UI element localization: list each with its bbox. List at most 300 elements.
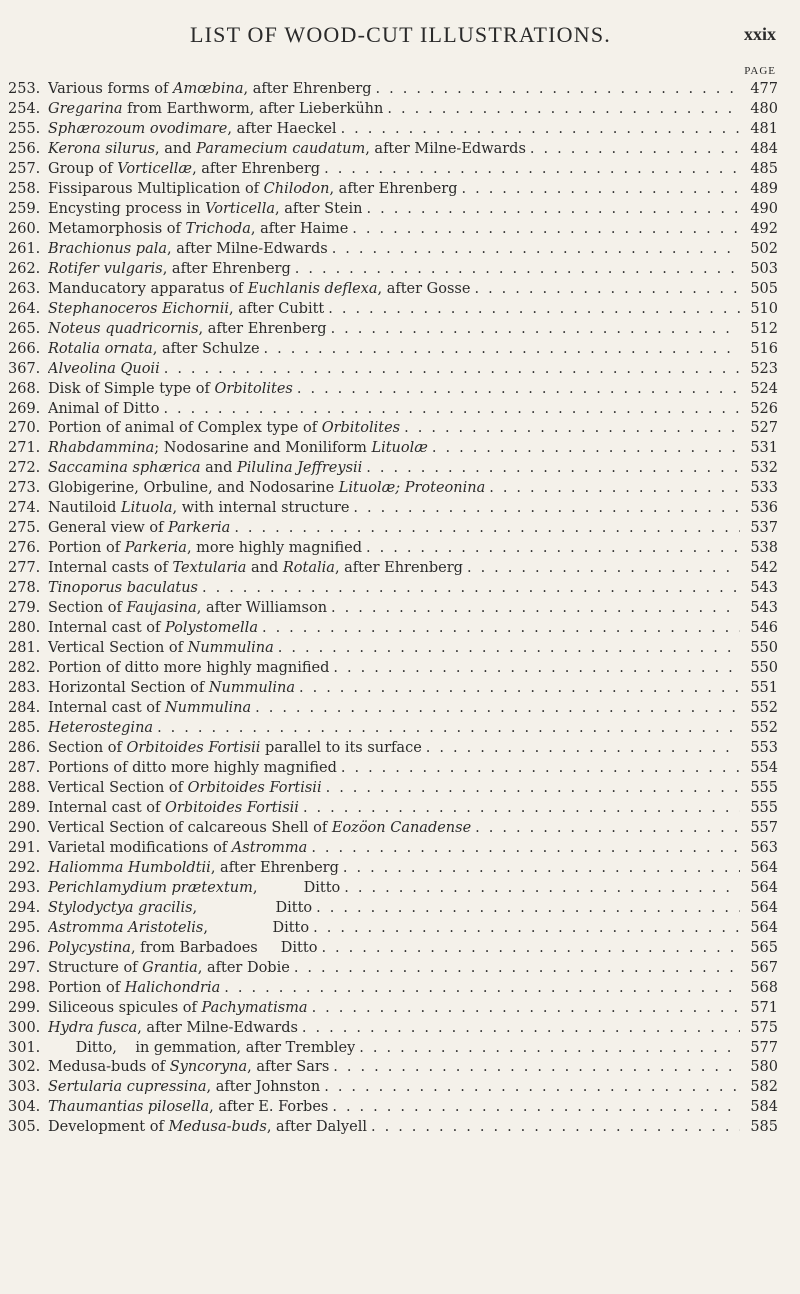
dot-leader — [234, 519, 740, 539]
list-item — [8, 759, 778, 779]
entry-title-italic: Faujasina — [126, 600, 197, 617]
entry-number: 256. — [8, 140, 41, 157]
list-item — [8, 220, 778, 240]
dot-leader — [324, 1078, 740, 1098]
dot-leader — [341, 759, 740, 779]
dot-leader — [311, 839, 740, 859]
dot-leader — [461, 180, 740, 200]
list-item — [8, 979, 778, 999]
entry-page: 575 — [750, 1019, 778, 1036]
entry-title — [48, 280, 470, 300]
dot-leader — [264, 340, 740, 360]
entry-title-text: Disk of Simple type of — [48, 380, 215, 397]
entry-number: 271. — [8, 440, 41, 457]
dot-leader — [297, 380, 740, 400]
entry-title-text: , after Dalyell — [266, 1119, 367, 1136]
entry-title-italic: Orbitoides Fortisii — [164, 799, 299, 816]
dot-leader — [404, 419, 740, 439]
entry-page: 526 — [750, 400, 778, 417]
entry-title-italic: Haliomma Humboldtii — [48, 859, 211, 876]
list-item — [8, 1039, 778, 1059]
entry-number: 258. — [8, 180, 41, 197]
entry-title — [48, 220, 348, 240]
list-item — [8, 280, 778, 300]
dot-leader — [489, 479, 740, 499]
entry-number: 299. — [8, 999, 41, 1016]
entry-title — [48, 380, 293, 400]
entry-title — [48, 599, 327, 619]
entry-title-italic: Trichoda — [185, 220, 251, 237]
entry-title — [48, 1118, 367, 1138]
dot-leader — [164, 360, 740, 380]
dot-leader — [366, 459, 740, 479]
list-item — [8, 939, 778, 959]
entry-title — [48, 360, 160, 380]
entry-page: 571 — [750, 999, 778, 1016]
entry-page: 551 — [750, 680, 778, 697]
list-item — [8, 899, 778, 919]
entry-number: 257. — [8, 160, 41, 177]
entry-number: 305. — [8, 1119, 41, 1136]
entry-title — [48, 1019, 298, 1039]
entry-title-italic: Saccamina sphærica — [48, 460, 201, 477]
entry-number: 272. — [8, 460, 41, 477]
list-item — [8, 100, 778, 120]
entry-title — [48, 719, 153, 739]
list-item — [8, 639, 778, 659]
dot-leader — [359, 1039, 740, 1059]
entry-title-text: Medusa-buds of — [48, 1059, 170, 1076]
dot-leader — [224, 979, 740, 999]
entry-title-italic: Nummulina — [164, 700, 252, 717]
list-item — [8, 380, 778, 400]
entry-page: 527 — [750, 420, 778, 437]
entry-number: 290. — [8, 819, 41, 836]
entry-title-italic: Grantia — [142, 959, 198, 976]
entry-title — [48, 1058, 329, 1078]
entry-page: 502 — [750, 240, 778, 257]
entry-title-italic: Vorticella — [205, 200, 275, 217]
dot-leader — [467, 559, 740, 579]
dot-leader — [163, 400, 740, 420]
list-item — [8, 539, 778, 559]
list-item — [8, 80, 778, 100]
entry-title-italic: Lituolæ — [371, 440, 428, 457]
entry-title-text: Encysting process in — [48, 200, 206, 217]
entry-title-italic: Nummulina — [187, 640, 274, 657]
entry-page: 533 — [750, 480, 778, 497]
entry-title-text: Horizontal Section of — [48, 680, 209, 697]
entry-page: 552 — [750, 700, 778, 717]
entry-title — [48, 939, 317, 959]
entry-number: 291. — [8, 839, 41, 856]
entry-title-italic: Sertularia cupressina — [48, 1079, 207, 1096]
entry-number: 367. — [8, 360, 41, 377]
entry-title — [48, 799, 299, 819]
dot-leader — [333, 1058, 740, 1078]
dot-leader — [426, 739, 740, 759]
entry-title-italic: Rotifer vulgaris — [48, 260, 163, 277]
entry-page: 546 — [750, 620, 778, 637]
entry-number: 259. — [8, 200, 41, 217]
list-item — [8, 360, 778, 380]
list-item — [8, 519, 778, 539]
entry-title-text: , more highly magnified — [186, 540, 362, 557]
entry-title — [48, 519, 230, 539]
entry-title-italic: Halichondria — [124, 979, 221, 996]
entry-title — [48, 1078, 320, 1098]
entry-number: 295. — [8, 919, 41, 936]
entry-number: 275. — [8, 520, 41, 537]
entry-title-text: , after Ehrenberg — [334, 560, 463, 577]
entry-number: 292. — [8, 859, 41, 876]
entry-page: 568 — [750, 979, 778, 996]
entry-title-text: Metamorphosis of — [48, 220, 186, 237]
entry-title-text: , Ditto — [203, 919, 310, 936]
entry-title-text: Ditto, in gemmation, after Trembley — [48, 1039, 356, 1056]
entry-number: 262. — [8, 260, 41, 277]
entry-title-text: and — [246, 560, 283, 577]
entry-title-text: Siliceous spicules of — [48, 999, 202, 1016]
entry-title-text: Internal cast of — [48, 700, 165, 717]
dot-leader — [299, 679, 740, 699]
list-item — [8, 479, 778, 499]
entry-title-text: Internal casts of — [48, 560, 173, 577]
dot-leader — [331, 320, 740, 340]
entry-number: 261. — [8, 240, 41, 257]
dot-leader — [333, 659, 740, 679]
entry-title-text: Internal cast of — [48, 620, 165, 637]
entry-title-italic: Rhabdammina — [48, 440, 155, 457]
entry-number: 264. — [8, 300, 41, 317]
entry-page: 512 — [750, 320, 778, 337]
entry-title-text: , after Ehrenberg — [210, 859, 339, 876]
dot-leader — [278, 639, 740, 659]
entry-page: 582 — [750, 1079, 778, 1096]
entry-page: 480 — [750, 100, 778, 117]
list-item — [8, 180, 778, 200]
dot-leader — [324, 160, 740, 180]
entry-title — [48, 499, 349, 519]
entry-title — [48, 200, 362, 220]
entry-title-text: Section of — [48, 739, 127, 756]
dot-leader — [328, 300, 740, 320]
entry-title-italic: Astromma Aristotelis — [48, 919, 204, 936]
entry-title — [48, 100, 383, 120]
entry-title-text: , after Dobie — [197, 959, 290, 976]
entry-title-text: , after Schulze — [152, 340, 260, 357]
entry-title — [48, 919, 309, 939]
entry-title-text: Portion of animal of Complex type of — [48, 420, 322, 437]
entry-number: 276. — [8, 540, 41, 557]
dot-leader — [255, 699, 740, 719]
entry-title-italic: Alveolina Quoii — [48, 360, 160, 377]
entry-title — [48, 559, 463, 579]
entry-title-text: General view of — [48, 520, 169, 537]
entry-page: 555 — [750, 779, 778, 796]
entry-title — [48, 439, 428, 459]
entry-number: 263. — [8, 280, 41, 297]
entry-number: 269. — [8, 400, 41, 417]
list-item — [8, 959, 778, 979]
entry-page: 503 — [750, 260, 778, 277]
entry-title-text: , from Barbadoes Ditto — [130, 939, 318, 956]
entry-title-italic: Vorticellæ — [117, 160, 193, 177]
list-item — [8, 859, 778, 879]
entry-page: 543 — [750, 580, 778, 597]
dot-leader — [343, 859, 740, 879]
entry-title — [48, 839, 307, 859]
dot-leader — [475, 819, 740, 839]
dot-leader — [331, 599, 740, 619]
entry-number: 296. — [8, 939, 41, 956]
entry-page: 485 — [750, 160, 778, 177]
entry-title — [48, 240, 328, 260]
dot-leader — [366, 200, 740, 220]
entry-title-text: Animal of Ditto — [48, 400, 160, 417]
list-item — [8, 779, 778, 799]
entry-title-italic: Chilodon — [263, 180, 330, 197]
entry-page: 585 — [750, 1119, 778, 1136]
list-item — [8, 599, 778, 619]
entry-number: 298. — [8, 979, 41, 996]
list-item — [8, 419, 778, 439]
entry-page: 557 — [750, 819, 778, 836]
entry-title — [48, 340, 260, 360]
list-item — [8, 140, 778, 160]
entry-number: 283. — [8, 680, 41, 697]
entry-title-italic: Paramecium caudatum — [196, 140, 366, 157]
entry-title-italic: Syncoryna — [169, 1059, 248, 1076]
entry-title-italic: Stephanoceros Eichornii — [48, 300, 230, 317]
entry-title-italic: Hydra fusca — [48, 1019, 138, 1036]
entry-title-text: Portions of ditto more highly magnified — [48, 759, 337, 776]
entry-title — [48, 979, 220, 999]
entry-page: 564 — [750, 879, 778, 896]
entry-title-text: , after Gosse — [377, 280, 471, 297]
entry-title-text: and — [200, 460, 237, 477]
entry-number: 277. — [8, 560, 41, 577]
entry-title — [48, 679, 295, 699]
list-item — [8, 240, 778, 260]
entry-page: 477 — [750, 81, 778, 97]
entry-number: 255. — [8, 120, 41, 137]
entry-title-italic: Orbitoides Fortisii — [126, 739, 261, 756]
entry-title — [48, 459, 362, 479]
entry-title — [48, 1039, 355, 1059]
entry-page: 577 — [750, 1039, 778, 1056]
list-item — [8, 160, 778, 180]
illustration-list — [8, 80, 778, 1138]
entry-title-text: , after Ehrenberg — [162, 260, 291, 277]
entry-title — [48, 619, 258, 639]
entry-title-text: Portion of ditto more highly magnified — [48, 660, 330, 677]
entry-title-text: , after Sars — [247, 1059, 330, 1076]
entry-page: 580 — [750, 1059, 778, 1076]
entry-number: 273. — [8, 480, 41, 497]
entry-page: 564 — [750, 899, 778, 916]
entry-title-italic: Sphærozoum ovodimare — [48, 120, 228, 137]
entry-number: 279. — [8, 600, 41, 617]
entry-number: 265. — [8, 320, 41, 337]
entry-title-italic: Amœbina — [173, 81, 244, 97]
entry-page: 552 — [750, 720, 778, 736]
dot-leader — [312, 999, 740, 1019]
entry-title-text: , after Cubitt — [229, 300, 325, 317]
entry-title-text: , after Ehrenberg — [243, 81, 372, 97]
entry-title-italic: Medusa-buds — [168, 1119, 267, 1136]
list-item — [8, 559, 778, 579]
entry-number: 289. — [8, 799, 41, 816]
entry-page: 543 — [750, 600, 778, 617]
entry-number: 270. — [8, 420, 41, 437]
dot-leader — [202, 579, 740, 599]
entry-number: 294. — [8, 899, 41, 916]
entry-title-text: Development of — [48, 1119, 169, 1136]
entry-page: 565 — [750, 939, 778, 956]
entry-title — [48, 419, 400, 439]
entry-title-text: Internal cast of — [48, 799, 165, 816]
list-item — [8, 619, 778, 639]
entry-number: 297. — [8, 959, 41, 976]
entry-page: 550 — [750, 640, 778, 657]
entry-number: 260. — [8, 220, 41, 237]
entry-number: 278. — [8, 580, 41, 597]
entry-title-text: , after E. Forbes — [209, 1099, 329, 1116]
dot-leader — [366, 539, 740, 559]
list-item — [8, 1019, 778, 1039]
list-item — [8, 739, 778, 759]
entry-page: 510 — [750, 300, 778, 317]
entry-title-text: Varietal modifications of — [48, 839, 232, 856]
entry-number: 287. — [8, 759, 41, 776]
entry-title-text: Vertical Section of calcareous Shell of — [48, 819, 332, 836]
entry-title-text: Vertical Section of — [48, 779, 188, 796]
dot-leader — [295, 260, 740, 280]
entry-title — [48, 180, 457, 200]
entry-title-italic: Lituola — [121, 500, 173, 517]
dot-leader — [303, 799, 740, 819]
entry-title-italic: Orbitoides Fortisii — [187, 779, 322, 796]
entry-title-italic: Orbitolites — [321, 420, 401, 437]
entry-title-text: , after Haime — [250, 220, 349, 237]
entry-page: 481 — [750, 120, 778, 137]
list-item — [8, 919, 778, 939]
entry-title-text: , after Ehrenberg — [329, 180, 458, 197]
entry-title-text: , after Milne-Edwards — [365, 140, 526, 157]
entry-title — [48, 879, 340, 899]
entry-number: 274. — [8, 500, 41, 517]
entry-title-text: Fissiparous Multiplication of — [48, 180, 264, 197]
entry-title-text: Nautiloid — [48, 500, 122, 517]
entry-title-text: , with internal structure — [172, 500, 350, 517]
entry-title-text: Structure of — [48, 959, 143, 976]
dot-leader — [474, 280, 740, 300]
entry-number: 302. — [8, 1059, 41, 1076]
entry-title — [48, 999, 308, 1019]
list-item — [8, 459, 778, 479]
entry-title-italic: Perichlamydium prætextum — [48, 879, 253, 896]
entry-page: 532 — [750, 460, 778, 477]
list-item — [8, 1118, 778, 1138]
dot-leader — [313, 919, 740, 939]
dot-leader — [344, 879, 740, 899]
entry-number: 301. — [8, 1039, 41, 1056]
entry-title-italic: Noteus quadricornis — [48, 320, 199, 337]
entry-page: 567 — [750, 959, 778, 976]
entry-number: 288. — [8, 779, 41, 796]
entry-title-text: Vertical Section of — [48, 640, 188, 657]
dot-leader — [387, 100, 740, 120]
entry-title-text: , Ditto — [252, 879, 341, 896]
entry-page: 536 — [750, 500, 778, 517]
list-item — [8, 1058, 778, 1078]
list-item — [8, 400, 778, 420]
entry-page: 505 — [750, 280, 778, 297]
page-header — [0, 22, 800, 52]
entry-number: 285. — [8, 720, 41, 736]
list-item — [8, 340, 778, 360]
dot-leader — [321, 939, 740, 959]
list-item — [8, 1098, 778, 1118]
entry-page: 523 — [750, 360, 778, 377]
entry-title — [48, 539, 362, 559]
entry-title — [48, 160, 320, 180]
entry-title-text: ; Nodosarine and Moniliform — [154, 440, 372, 457]
list-item — [8, 200, 778, 220]
dot-leader — [432, 439, 740, 459]
entry-title — [48, 400, 159, 420]
entry-title-italic: Euchlanis deflexa — [247, 280, 378, 297]
entry-title — [48, 739, 422, 759]
entry-title — [48, 639, 274, 659]
list-item — [8, 1078, 778, 1098]
entry-title — [48, 479, 485, 499]
entry-title — [48, 779, 322, 799]
entry-title-italic: Parkeria — [168, 520, 231, 537]
entry-title-text: , after Johnston — [206, 1079, 321, 1096]
entry-title-italic: Rotalia — [282, 560, 335, 577]
entry-page: 550 — [750, 660, 778, 677]
entry-title-italic: Textularia — [172, 560, 247, 577]
entry-number: 304. — [8, 1099, 41, 1116]
entry-page: 564 — [750, 919, 778, 936]
entry-page: 531 — [750, 440, 778, 457]
entry-title-text: , after Milne-Edwards — [167, 240, 328, 257]
entry-title-italic: Brachionus pala — [48, 240, 167, 257]
entry-title-text: Various forms of — [48, 81, 174, 97]
dot-leader — [371, 1118, 740, 1138]
dot-leader — [353, 499, 740, 519]
entry-title-text: , after Haeckel — [227, 120, 337, 137]
entry-title-text: from Earthworm, after Lieberkühn — [122, 100, 384, 117]
entry-title — [48, 759, 337, 779]
entry-title-text: Section of — [48, 600, 127, 617]
entry-number: 268. — [8, 380, 41, 397]
entry-title-italic: Parkeria — [124, 540, 187, 557]
dot-leader — [376, 80, 740, 100]
entry-title-text: , after Milne-Edwards — [137, 1019, 298, 1036]
dot-leader — [302, 1019, 740, 1039]
dot-leader — [530, 140, 740, 160]
list-item — [8, 260, 778, 280]
entry-title-text: parallel to its surface — [260, 739, 422, 756]
dot-leader — [352, 220, 740, 240]
entry-title-text: , and — [155, 140, 197, 157]
entry-title-text: Globigerine, Orbuline, and Nodosarine — [48, 480, 339, 497]
entry-title-italic: Heterostegina — [48, 720, 154, 736]
entry-title-italic: Tinoporus baculatus — [48, 580, 198, 597]
